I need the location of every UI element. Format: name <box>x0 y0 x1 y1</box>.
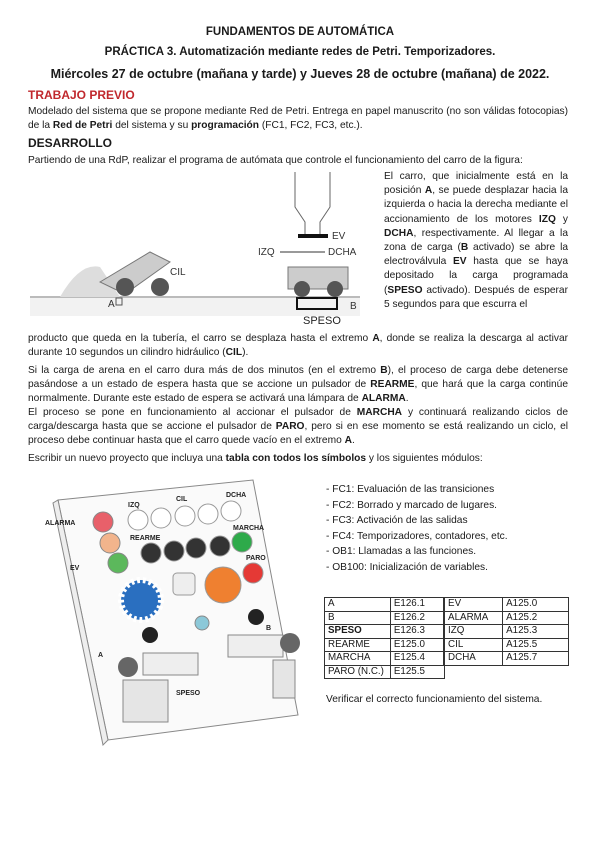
output-address: A125.2 <box>503 611 569 625</box>
cart-description: El carro, que inicialmente está en la posición A, se puede desplazar hacia la izquierda o hacia la derecha mediante el accionamiento de los motores IZQ y DCHA, respectivamente. Al llegar a la zona de carga (B activado) se abre la electroválvula EV hasta que se haya depositado la carga programada (SPESO activado). Después de esperar 5 segundos para que escurra el <box>384 171 569 310</box>
practice-title: PRÁCTICA 3. Automatización mediante redes de Petri. Temporizadores. <box>104 46 496 58</box>
input-symbol: SPESO <box>325 625 391 639</box>
input-address: E126.2 <box>390 611 444 625</box>
control-panel-figure <box>28 475 313 750</box>
panel-ev-label: EV <box>70 565 80 572</box>
output-address <box>503 665 569 679</box>
output-symbol: IZQ <box>444 625 503 639</box>
output-symbol: EV <box>444 598 503 612</box>
verify-text: Verificar el correcto funcionamiento del sistema. <box>326 694 543 705</box>
fig-dcha-label: DCHA <box>328 247 357 258</box>
panel-dcha-label: DCHA <box>226 492 247 499</box>
output-address: A125.3 <box>503 625 569 639</box>
panel-marcha-label: MARCHA <box>233 525 265 532</box>
modules-list <box>326 482 508 575</box>
output-symbol: ALARMA <box>444 611 503 625</box>
panel-paro-label: PARO <box>246 555 266 562</box>
marcha-paragraph: El proceso se pone en funcionamiento al accionar el pulsador de MARCHA y continuará realizando ciclos de carga/descarga hasta que se accione el pulsador de PARO, pero si en ese momento se está realizando un ciclo, el proceso debe continuar hasta que el carro quede vacío en el extremo A. <box>28 407 568 446</box>
panel-a-label: A <box>98 652 104 659</box>
panel-izq-label: IZQ <box>128 502 140 509</box>
alarm-paragraph: Si la carga de arena en el carro dura más de dos minutos (en el extremo B), el proceso de carga debe detenerse pasándose a un estado de espera hasta que se accione un pulsador de REARME, que hará que la carga continúe normalmente. Durante este estado de espera se activará una lámpara de ALARMA. <box>28 365 569 404</box>
cart-description-cont: producto que queda en la tubería, el carro se desplaza hasta el extremo A, donde se realiza la descarga al activar durante 10 segundos un cilindro hidráulico (CIL). <box>28 333 569 358</box>
section-previo: TRABAJO PREVIO <box>28 88 135 102</box>
fig-speso-label: SPESO <box>303 315 341 327</box>
module-item: - FC3: Activación de las salidas <box>326 515 468 526</box>
fig-cil-label: CIL <box>170 267 186 278</box>
input-address: E125.5 <box>390 665 444 679</box>
input-symbol: MARCHA <box>325 652 391 666</box>
output-address: A125.7 <box>503 652 569 666</box>
input-symbol: PARO (N.C.) <box>325 665 391 679</box>
input-address: E125.0 <box>390 638 444 652</box>
table-row <box>325 611 569 625</box>
input-symbol: REARME <box>325 638 391 652</box>
course-title: FUNDAMENTOS DE AUTOMÁTICA <box>205 26 395 38</box>
table-row <box>325 652 569 666</box>
input-address: E125.4 <box>390 652 444 666</box>
fig-b-label: B <box>350 301 357 312</box>
fig-ev-label: EV <box>332 231 346 242</box>
input-address: E126.3 <box>390 625 444 639</box>
table-row <box>325 598 569 612</box>
panel-b-label: B <box>266 625 272 632</box>
module-item: - FC2: Borrado y marcado de lugares. <box>326 499 497 511</box>
output-symbol <box>444 665 503 679</box>
input-symbol: A <box>325 598 391 612</box>
symbols-table <box>324 597 569 679</box>
table-row <box>325 665 569 679</box>
module-item: - FC4: Temporizadores, contadores, etc. <box>326 530 508 542</box>
panel-cil-label: CIL <box>176 496 188 503</box>
module-item: - FC1: Evaluación de las transiciones <box>326 484 495 495</box>
panel-speso-label: SPESO <box>176 690 201 697</box>
intro-text: Partiendo de una RdP, realizar el programa de autómata que controle el funcionamiento del carro de la figura: <box>28 155 523 166</box>
input-address: E126.1 <box>390 598 444 612</box>
module-item: - OB1: Llamadas a las funciones. <box>326 546 477 557</box>
module-item: - OB100: Inicialización de variables. <box>326 561 488 573</box>
input-symbol: B <box>325 611 391 625</box>
previo-text: Modelado del sistema que se propone mediante Red de Petri. Entrega en papel manuscrito (no son válidas fotocopias) de la Red de Petri del sistema y su programación (FC1, FC2, FC3, etc.). <box>28 106 568 131</box>
output-address: A125.5 <box>503 638 569 652</box>
fig-a-label: A <box>108 299 115 310</box>
dates: Miércoles 27 de octubre (mañana y tarde) y Jueves 28 de octubre (mañana) de 2022. <box>50 67 550 81</box>
output-symbol: CIL <box>444 638 503 652</box>
panel-alarma-label: ALARMA <box>45 520 76 527</box>
project-paragraph: Escribir un nuevo proyecto que incluya una tabla con todos los símbolos y los siguientes módulos: <box>28 453 483 464</box>
output-address: A125.0 <box>503 598 569 612</box>
panel-rearme-label: REARME <box>130 535 161 542</box>
cart-figure <box>30 172 380 332</box>
table-row <box>325 638 569 652</box>
table-row <box>325 625 569 639</box>
output-symbol: DCHA <box>444 652 503 666</box>
fig-izq-label: IZQ <box>258 247 275 258</box>
section-desarrollo: DESARROLLO <box>28 136 112 150</box>
